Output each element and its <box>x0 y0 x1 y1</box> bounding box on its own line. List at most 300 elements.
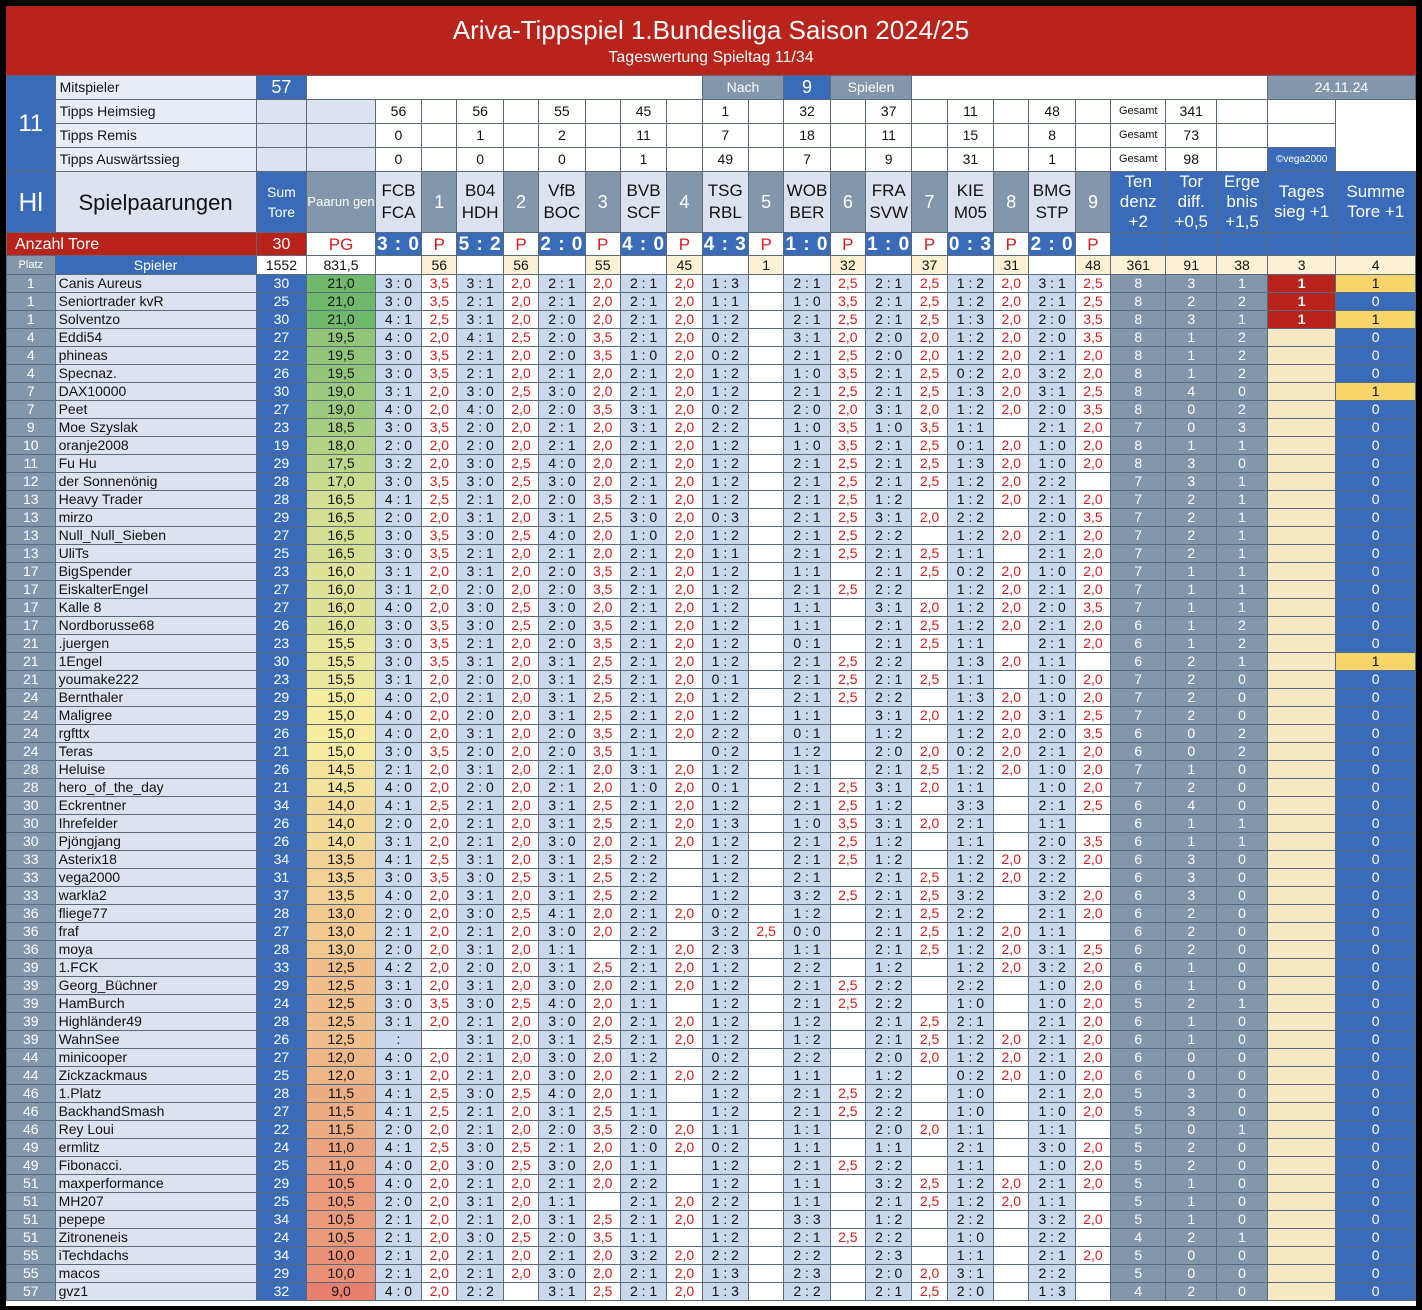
player-sum-tore: 22 <box>256 1121 307 1139</box>
player-tip: 2 : 1 <box>457 347 503 365</box>
spreadsheet <box>6 6 1416 1306</box>
player-tip: 1 : 2 <box>702 1211 748 1229</box>
player-tip: 2 : 0 <box>375 905 421 923</box>
player-tendenz: 6 <box>1111 617 1166 635</box>
player-tip: 2 : 1 <box>457 689 503 707</box>
player-summe-tore: 0 <box>1336 869 1416 887</box>
player-points: 2,0 <box>994 869 1029 887</box>
table-row <box>7 923 1416 941</box>
player-summe-tore: 0 <box>1336 1013 1416 1031</box>
player-tip: 4 : 1 <box>375 1103 421 1121</box>
table-row <box>7 581 1416 599</box>
table-row <box>7 437 1416 455</box>
player-platz: 7 <box>7 383 56 401</box>
player-name: Seniortrader kvR <box>55 293 256 311</box>
player-tordiff: 3 <box>1166 869 1217 887</box>
player-tip: 2 : 2 <box>866 1103 912 1121</box>
blank <box>912 124 947 148</box>
player-tagessieg <box>1267 653 1335 671</box>
player-tip: 1 : 2 <box>784 1013 830 1031</box>
player-tip: 2 : 1 <box>1029 581 1075 599</box>
player-tip: 1 : 1 <box>620 743 666 761</box>
player-points: 2,0 <box>503 761 538 779</box>
player-tip: 1 : 1 <box>784 599 830 617</box>
match-number: 1 <box>422 172 457 233</box>
player-ergebnis: 2 <box>1217 401 1268 419</box>
player-pg: 9,0 <box>307 1283 375 1301</box>
player-points: 2,5 <box>422 491 457 509</box>
table-row <box>7 509 1416 527</box>
spieler-header: Spieler <box>55 256 256 275</box>
player-points: 2,5 <box>912 671 947 689</box>
player-tip: 1 : 0 <box>784 437 830 455</box>
player-tendenz: 6 <box>1111 1031 1166 1049</box>
player-points: 2,0 <box>585 995 620 1013</box>
player-tip: 1 : 2 <box>702 869 748 887</box>
player-tip: 4 : 1 <box>375 491 421 509</box>
player-points: 2,0 <box>667 509 702 527</box>
player-points <box>667 1085 702 1103</box>
player-points <box>748 581 783 599</box>
player-points: 3,5 <box>585 1229 620 1247</box>
player-tip: 1 : 2 <box>702 689 748 707</box>
player-sum-tore: 29 <box>256 707 307 725</box>
player-sum-tore: 30 <box>256 653 307 671</box>
match-number: 3 <box>585 172 620 233</box>
player-tagessieg <box>1267 815 1335 833</box>
player-tip: 2 : 1 <box>620 707 666 725</box>
player-tip: 2 : 0 <box>947 1283 993 1301</box>
player-points: 2,5 <box>503 1139 538 1157</box>
player-points: 3,5 <box>422 995 457 1013</box>
player-points: 2,0 <box>585 1265 620 1283</box>
player-tip: 2 : 1 <box>1029 1247 1075 1265</box>
player-points: 2,0 <box>422 761 457 779</box>
player-tip: 0 : 2 <box>947 563 993 581</box>
player-tagessieg <box>1267 959 1335 977</box>
player-points: 2,0 <box>503 923 538 941</box>
tendenz-header: Ten denz +2 <box>1111 172 1166 233</box>
table-row <box>7 1193 1416 1211</box>
player-points: 2,0 <box>994 383 1029 401</box>
player-name: gvz1 <box>55 1283 256 1301</box>
player-points: 2,5 <box>422 1085 457 1103</box>
player-points <box>748 347 783 365</box>
player-tagessieg <box>1267 437 1335 455</box>
player-tip: 3 : 0 <box>457 995 503 1013</box>
player-platz: 51 <box>7 1175 56 1193</box>
player-tip: 2 : 1 <box>947 1139 993 1157</box>
player-tip: 2 : 1 <box>784 1103 830 1121</box>
match-total: 32 <box>830 256 865 275</box>
p-label: P <box>422 233 457 256</box>
player-tip: 2 : 1 <box>866 383 912 401</box>
player-points: 2,5 <box>830 995 865 1013</box>
player-tagessieg <box>1267 1067 1335 1085</box>
table-row <box>7 941 1416 959</box>
player-points: 2,0 <box>667 563 702 581</box>
player-tip: 3 : 0 <box>457 869 503 887</box>
player-pg: 10,0 <box>307 1265 375 1283</box>
player-pg: 19,5 <box>307 347 375 365</box>
player-pg: 16,5 <box>307 527 375 545</box>
player-tip: 3 : 2 <box>1029 959 1075 977</box>
player-ergebnis: 1 <box>1217 1121 1268 1139</box>
player-tip: 4 : 0 <box>539 455 585 473</box>
player-tip: 3 : 2 <box>1029 365 1075 383</box>
player-tip: 2 : 0 <box>866 329 912 347</box>
player-pg: 12,0 <box>307 1067 375 1085</box>
blank <box>1217 124 1268 148</box>
player-points <box>748 329 783 347</box>
player-tip: 4 : 1 <box>375 1139 421 1157</box>
player-pg: 10,5 <box>307 1211 375 1229</box>
match-header: WOB BER <box>784 172 830 233</box>
player-points: 2,0 <box>422 959 457 977</box>
player-tip: 1 : 2 <box>702 1175 748 1193</box>
player-platz: 33 <box>7 887 56 905</box>
player-points: 2,5 <box>912 365 947 383</box>
player-platz: 39 <box>7 1031 56 1049</box>
player-name: HamBurch <box>55 995 256 1013</box>
match-number: 4 <box>667 172 702 233</box>
player-pg: 15,0 <box>307 743 375 761</box>
player-points: 2,5 <box>830 977 865 995</box>
player-tip: 1 : 2 <box>947 1193 993 1211</box>
player-points: 2,0 <box>503 1049 538 1067</box>
title-banner <box>6 6 1416 75</box>
table-row <box>7 761 1416 779</box>
player-points: 2,0 <box>585 977 620 995</box>
player-tagessieg: 1 <box>1267 275 1335 293</box>
player-points <box>748 293 783 311</box>
player-tip: 2 : 1 <box>620 329 666 347</box>
player-points: 2,0 <box>503 851 538 869</box>
player-points: 2,0 <box>585 455 620 473</box>
player-points: 2,5 <box>912 617 947 635</box>
player-points: 2,0 <box>830 329 865 347</box>
table-row <box>7 869 1416 887</box>
player-tip: 3 : 0 <box>375 275 421 293</box>
player-sum-tore: 27 <box>256 401 307 419</box>
player-tip: 1 : 1 <box>1029 815 1075 833</box>
player-tip: 3 : 0 <box>457 599 503 617</box>
player-points: 2,0 <box>422 887 457 905</box>
player-tip: 3 : 0 <box>539 923 585 941</box>
player-ergebnis: 1 <box>1217 581 1268 599</box>
player-platz: 21 <box>7 671 56 689</box>
table-row <box>7 707 1416 725</box>
player-points <box>994 635 1029 653</box>
player-tip: 1 : 2 <box>866 1211 912 1229</box>
player-ergebnis: 0 <box>1217 941 1268 959</box>
player-points: 2,5 <box>1075 797 1110 815</box>
blank <box>1336 233 1416 256</box>
player-tip: 3 : 0 <box>620 509 666 527</box>
player-points: 2,0 <box>422 1193 457 1211</box>
player-points <box>994 1157 1029 1175</box>
player-points <box>994 1247 1029 1265</box>
player-points: 2,0 <box>422 1157 457 1175</box>
player-tip: : <box>375 1031 421 1049</box>
blank <box>1075 148 1110 172</box>
player-points <box>912 1247 947 1265</box>
player-ergebnis: 2 <box>1217 293 1268 311</box>
player-summe-tore: 0 <box>1336 1247 1416 1265</box>
player-points: 2,0 <box>585 779 620 797</box>
player-tip: 2 : 2 <box>620 851 666 869</box>
player-tordiff: 1 <box>1166 959 1217 977</box>
player-points <box>994 1139 1029 1157</box>
player-tendenz: 5 <box>1111 1157 1166 1175</box>
blank <box>503 148 538 172</box>
match-result: 0 : 3 <box>948 233 992 255</box>
player-summe-tore: 0 <box>1336 1085 1416 1103</box>
player-tip: 2 : 2 <box>620 923 666 941</box>
player-tip: 0 : 2 <box>947 365 993 383</box>
player-points: 2,0 <box>422 905 457 923</box>
player-points: 3,5 <box>1075 599 1110 617</box>
player-platz: 4 <box>7 329 56 347</box>
blank <box>748 148 783 172</box>
player-tip: 2 : 1 <box>784 851 830 869</box>
player-summe-tore: 0 <box>1336 1265 1416 1283</box>
player-tip: 1 : 0 <box>1029 671 1075 689</box>
match-total: 48 <box>1075 256 1110 275</box>
player-tip: 2 : 1 <box>375 761 421 779</box>
player-tip: 1 : 1 <box>1029 923 1075 941</box>
blank <box>748 100 783 124</box>
player-tip: 1 : 2 <box>947 473 993 491</box>
player-points: 2,5 <box>585 689 620 707</box>
player-tip: 1 : 2 <box>702 851 748 869</box>
player-points: 2,0 <box>667 1067 702 1085</box>
player-points <box>1075 1283 1110 1301</box>
player-tordiff: 1 <box>1166 563 1217 581</box>
player-tip: 3 : 1 <box>866 815 912 833</box>
player-summe-tore: 0 <box>1336 365 1416 383</box>
player-tip: 1 : 2 <box>702 617 748 635</box>
tipps-label: Tipps Auswärtssieg <box>55 148 256 172</box>
player-tip: 3 : 2 <box>620 1247 666 1265</box>
player-pg: 10,5 <box>307 1175 375 1193</box>
player-points <box>1075 1193 1110 1211</box>
player-tip: 1 : 1 <box>784 563 830 581</box>
player-points: 3,5 <box>422 293 457 311</box>
player-points: 2,0 <box>1075 635 1110 653</box>
player-tordiff: 0 <box>1166 401 1217 419</box>
player-platz: 9 <box>7 419 56 437</box>
player-tip: 2 : 1 <box>457 491 503 509</box>
player-points: 2,0 <box>667 1247 702 1265</box>
player-name: Canis Aureus <box>55 275 256 293</box>
player-points: 2,0 <box>585 311 620 329</box>
player-tip: 2 : 1 <box>457 1013 503 1031</box>
player-tagessieg <box>1267 617 1335 635</box>
player-platz: 30 <box>7 815 56 833</box>
player-points <box>994 671 1029 689</box>
player-tendenz: 5 <box>1111 1265 1166 1283</box>
player-points: 2,0 <box>1075 617 1110 635</box>
player-points: 2,0 <box>422 833 457 851</box>
player-tip: 3 : 1 <box>539 707 585 725</box>
player-points: 2,0 <box>667 1283 702 1301</box>
player-tendenz: 7 <box>1111 581 1166 599</box>
player-tip: 3 : 1 <box>375 563 421 581</box>
player-tip: 1 : 0 <box>866 419 912 437</box>
player-tip: 3 : 1 <box>539 653 585 671</box>
player-tip: 0 : 3 <box>702 509 748 527</box>
player-tip: 2 : 1 <box>620 437 666 455</box>
player-points: 2,5 <box>503 473 538 491</box>
player-points <box>748 851 783 869</box>
player-tip: 1 : 1 <box>702 293 748 311</box>
blank <box>375 256 421 275</box>
player-points <box>748 401 783 419</box>
player-points <box>748 1139 783 1157</box>
player-ergebnis: 0 <box>1217 1067 1268 1085</box>
tipps-count: 0 <box>457 148 503 172</box>
player-tip: 2 : 0 <box>457 671 503 689</box>
player-sum-tore: 21 <box>256 743 307 761</box>
player-ergebnis: 1 <box>1217 653 1268 671</box>
player-points <box>994 1211 1029 1229</box>
player-summe-tore: 0 <box>1336 473 1416 491</box>
player-tip: 3 : 0 <box>375 545 421 563</box>
blank <box>830 148 865 172</box>
player-tip: 1 : 2 <box>947 347 993 365</box>
player-sum-tore: 29 <box>256 1265 307 1283</box>
match-total: 31 <box>994 256 1029 275</box>
player-points: 2,0 <box>912 329 947 347</box>
player-points: 3,5 <box>422 473 457 491</box>
player-points: 2,5 <box>585 1031 620 1049</box>
player-tip: 3 : 1 <box>1029 941 1075 959</box>
player-tip: 1 : 3 <box>947 383 993 401</box>
player-tip: 2 : 1 <box>457 1049 503 1067</box>
tipps-count: 1 <box>457 124 503 148</box>
player-tip: 2 : 1 <box>866 311 912 329</box>
player-points: 2,5 <box>830 527 865 545</box>
player-points: 2,5 <box>422 797 457 815</box>
player-points: 2,0 <box>585 1139 620 1157</box>
player-points: 2,0 <box>667 1193 702 1211</box>
sum-tore-header: Sum Tore <box>256 172 307 233</box>
player-points: 2,0 <box>585 383 620 401</box>
player-tagessieg <box>1267 779 1335 797</box>
player-tip: 1 : 2 <box>947 923 993 941</box>
player-points: 2,0 <box>585 365 620 383</box>
player-tip: 2 : 1 <box>620 653 666 671</box>
player-tagessieg <box>1267 977 1335 995</box>
player-points: 3,5 <box>422 635 457 653</box>
player-tip: 3 : 3 <box>784 1211 830 1229</box>
player-points <box>912 581 947 599</box>
player-pg: 11,5 <box>307 1121 375 1139</box>
tipps-count: 0 <box>539 148 585 172</box>
player-points: 2,5 <box>912 761 947 779</box>
player-points <box>912 851 947 869</box>
match-header: FCB FCA <box>375 172 421 233</box>
player-points: 2,0 <box>503 419 538 437</box>
player-tip: 3 : 2 <box>375 455 421 473</box>
player-pg: 13,0 <box>307 941 375 959</box>
player-tip: 3 : 2 <box>1029 887 1075 905</box>
player-tip: 0 : 2 <box>947 743 993 761</box>
player-tip: 3 : 1 <box>539 1031 585 1049</box>
tipps-count: 9 <box>866 148 912 172</box>
player-summe-tore: 0 <box>1336 581 1416 599</box>
player-platz: 39 <box>7 995 56 1013</box>
table-row <box>7 671 1416 689</box>
player-points: 3,5 <box>1075 725 1110 743</box>
player-points: 3,5 <box>585 1121 620 1139</box>
player-points <box>994 1103 1029 1121</box>
player-tip: 2 : 1 <box>539 761 585 779</box>
player-points: 2,0 <box>667 365 702 383</box>
player-tip: 1 : 1 <box>539 941 585 959</box>
player-tip: 2 : 2 <box>784 1283 830 1301</box>
player-tip: 2 : 1 <box>457 1265 503 1283</box>
player-tip: 1 : 2 <box>702 1229 748 1247</box>
player-points: 2,0 <box>1075 437 1110 455</box>
player-tip: 3 : 0 <box>375 365 421 383</box>
player-points: 2,0 <box>667 329 702 347</box>
player-tip: 2 : 0 <box>457 581 503 599</box>
p-label: P <box>830 233 865 256</box>
player-points: 2,0 <box>422 563 457 581</box>
player-points: 2,0 <box>422 689 457 707</box>
player-points: 2,0 <box>503 815 538 833</box>
player-tordiff: 0 <box>1166 1247 1217 1265</box>
player-points <box>667 851 702 869</box>
player-tordiff: 2 <box>1166 1229 1217 1247</box>
player-tip: 1 : 2 <box>702 707 748 725</box>
player-tip: 2 : 1 <box>866 869 912 887</box>
player-tip: 2 : 1 <box>620 365 666 383</box>
player-tip: 1 : 1 <box>620 1157 666 1175</box>
player-tagessieg <box>1267 869 1335 887</box>
player-tip: 3 : 0 <box>375 347 421 365</box>
player-pg: 16,0 <box>307 581 375 599</box>
player-points: 2,0 <box>503 689 538 707</box>
player-ergebnis: 1 <box>1217 545 1268 563</box>
player-platz: 7 <box>7 401 56 419</box>
player-tip: 2 : 1 <box>1029 1085 1075 1103</box>
table-row <box>7 365 1416 383</box>
player-ergebnis: 0 <box>1217 707 1268 725</box>
table-row <box>7 329 1416 347</box>
player-tip: 2 : 1 <box>1029 1049 1075 1067</box>
player-tip: 2 : 1 <box>620 617 666 635</box>
player-tip: 2 : 0 <box>457 419 503 437</box>
player-points: 3,5 <box>422 527 457 545</box>
player-summe-tore: 0 <box>1336 905 1416 923</box>
player-points: 2,0 <box>1075 419 1110 437</box>
player-points: 3,5 <box>1075 329 1110 347</box>
player-tip: 0 : 1 <box>784 725 830 743</box>
player-tip: 3 : 0 <box>375 293 421 311</box>
player-tip: 3 : 0 <box>375 653 421 671</box>
player-tip: 2 : 0 <box>1029 329 1075 347</box>
player-name: Ihrefelder <box>55 815 256 833</box>
blank <box>307 148 375 172</box>
player-tip: 1 : 1 <box>784 1175 830 1193</box>
player-tagessieg <box>1267 905 1335 923</box>
player-tip: 2 : 1 <box>1029 905 1075 923</box>
player-points: 3,5 <box>585 725 620 743</box>
player-tip: 3 : 0 <box>457 905 503 923</box>
